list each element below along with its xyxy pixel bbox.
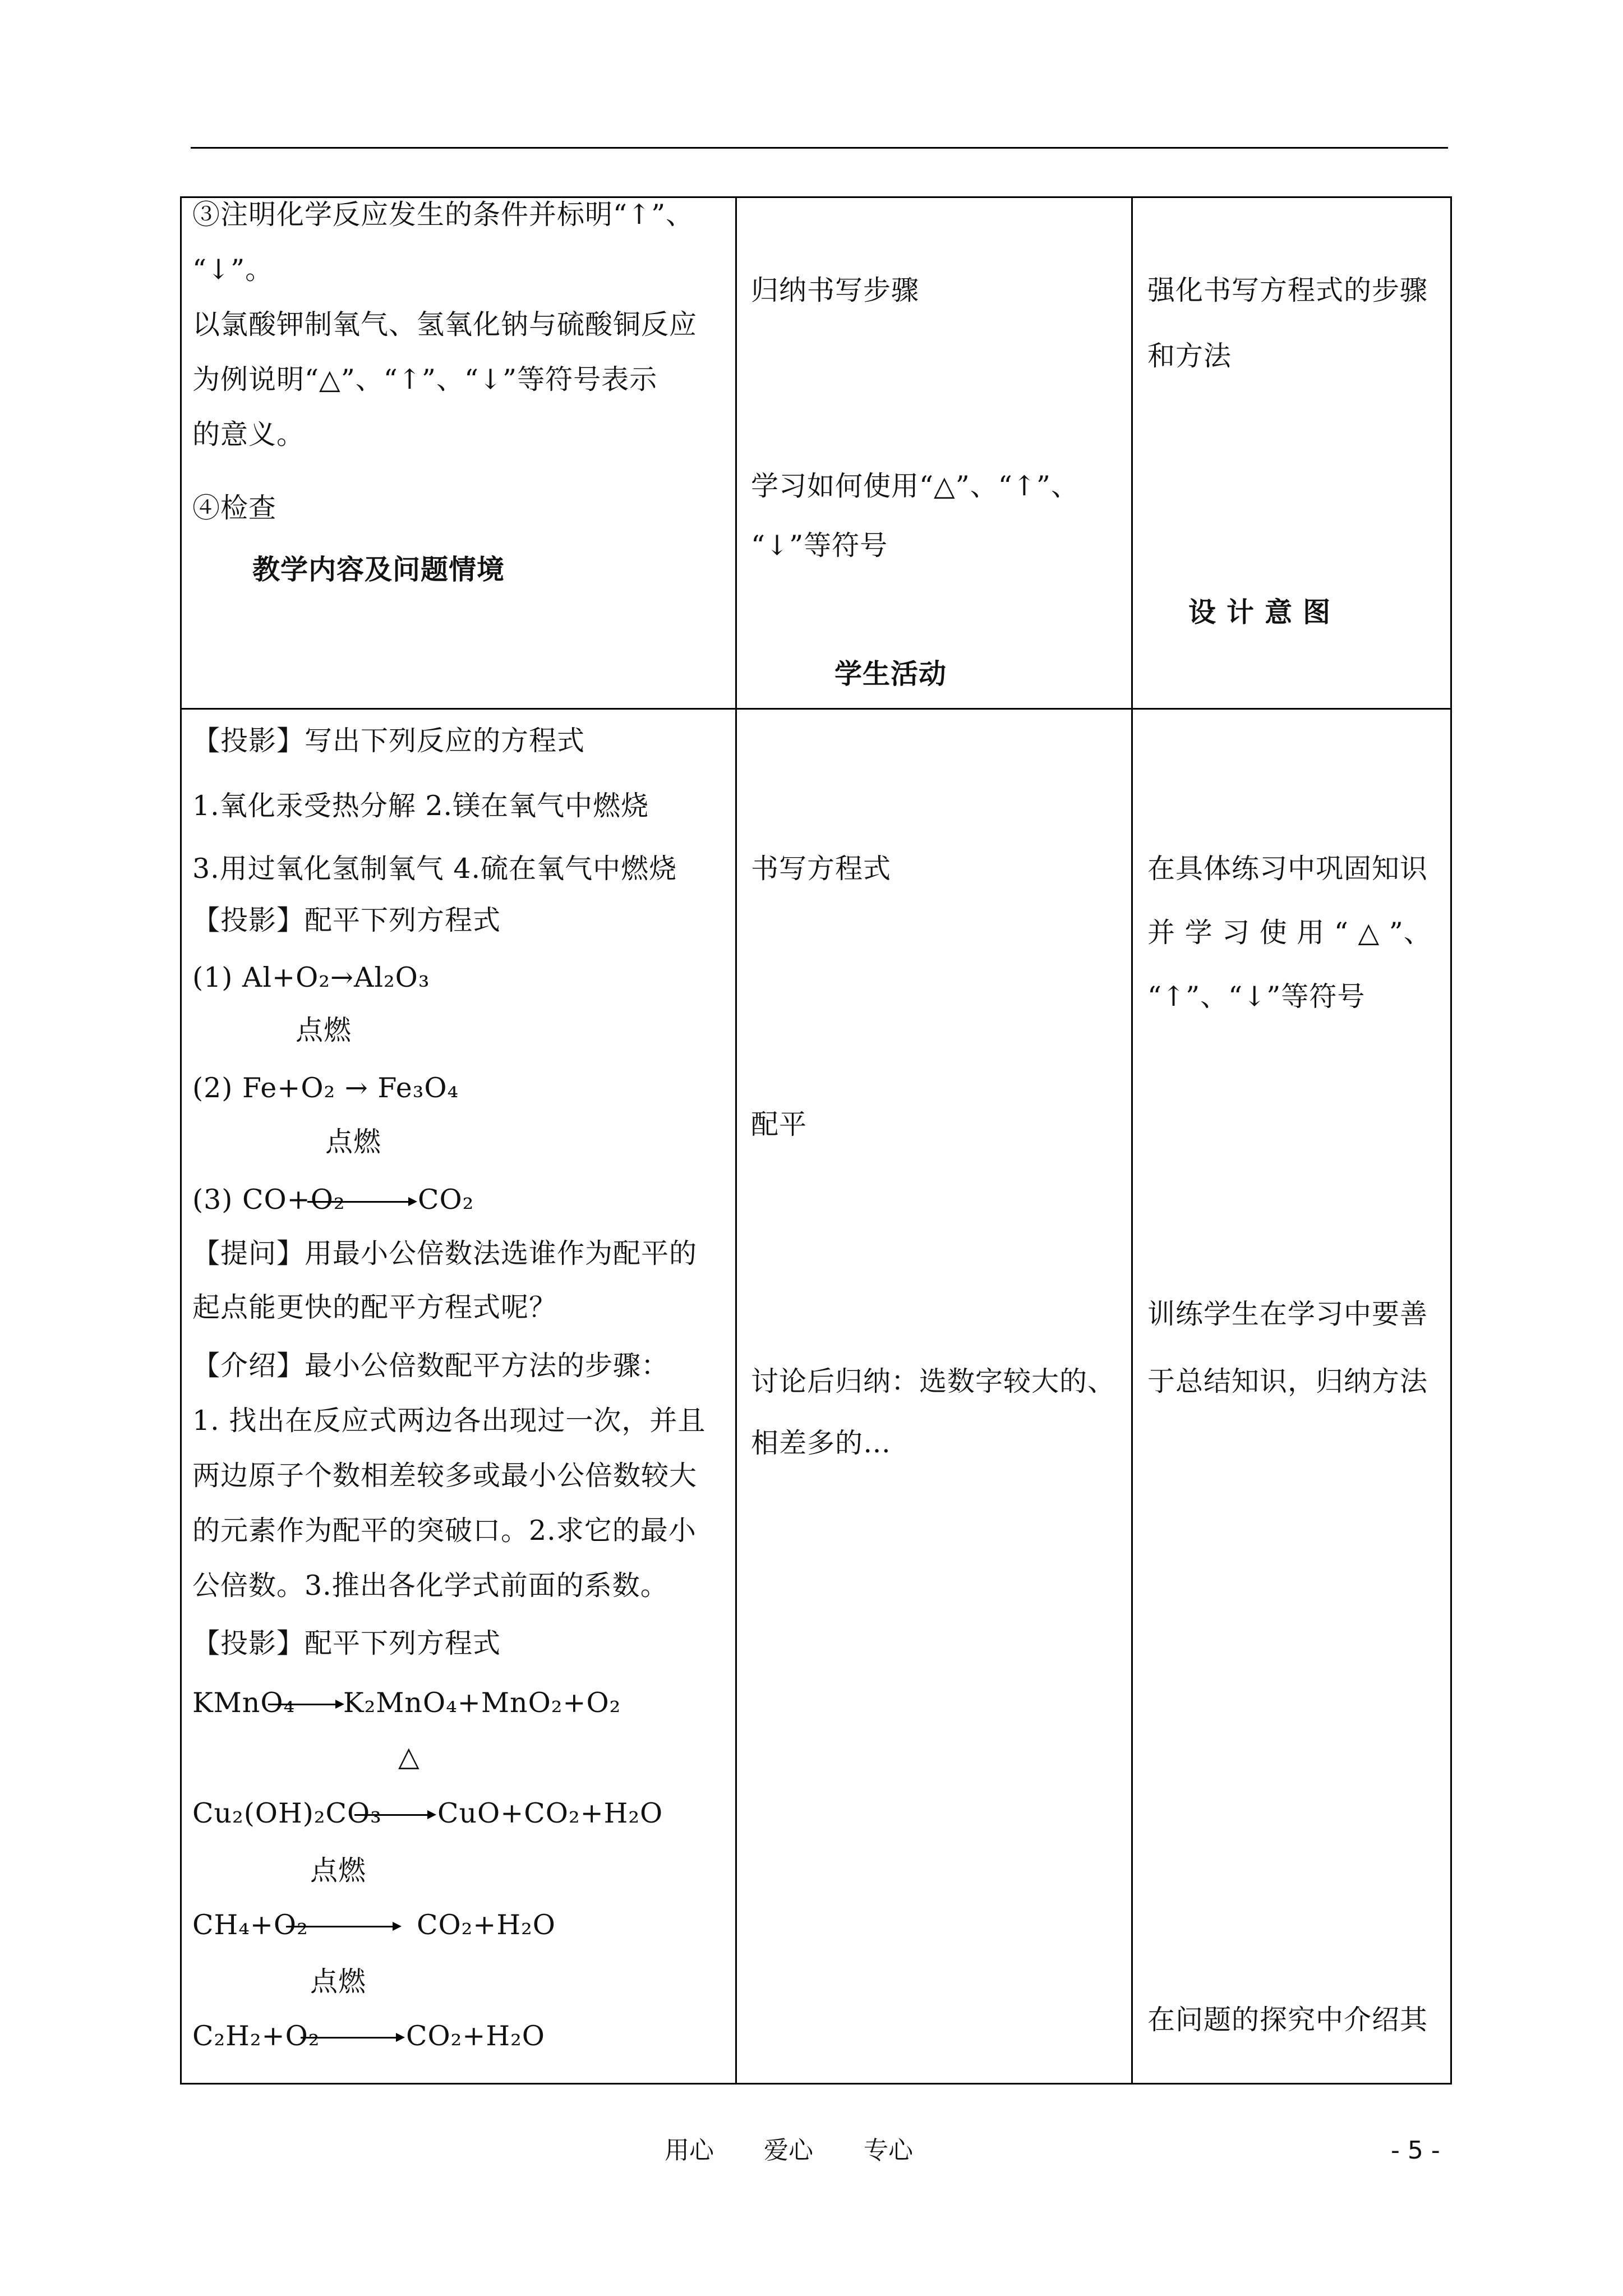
footer-word: 专心 xyxy=(864,2136,913,2165)
equation-7-reactants: C₂H₂+O₂ xyxy=(192,2020,320,2052)
condition-label: 点燃 xyxy=(296,1014,352,1046)
equation-6-reactants: CH₄+O₂ xyxy=(192,1909,308,1941)
design-intent-line: 于总结知识，归纳方法 xyxy=(1147,1365,1428,1397)
content-line: 为例说明“△”、“↑”、“↓”等符号表示 xyxy=(192,364,658,395)
reaction-arrow xyxy=(301,2037,402,2039)
student-activity-line: 讨论后归纳：选数字较大的、 xyxy=(751,1365,1116,1397)
method-step-line: 公倍数。3.推出各化学式前面的系数。 xyxy=(192,1570,668,1602)
equation-6-products: CO₂+H₂O xyxy=(417,1909,556,1941)
question-line: 起点能更快的配平方程式呢？ xyxy=(192,1291,557,1323)
reaction-arrow xyxy=(268,1704,341,1705)
condition-label: 点燃 xyxy=(310,1855,367,1887)
reaction-arrow xyxy=(307,1201,414,1203)
equation-4-products: K₂MnO₄+MnO₂+O₂ xyxy=(343,1687,621,1719)
design-intent-line: 强化书写方程式的步骤 xyxy=(1147,274,1428,306)
equation-3-products: CO₂ xyxy=(418,1184,474,1216)
content-line: 以氯酸钾制氧气、氢氧化钠与硫酸铜反应 xyxy=(192,309,698,341)
introduction-line: 【介绍】最小公倍数配平方法的步骤： xyxy=(192,1350,670,1382)
design-intent-line: 在具体练习中巩固知识 xyxy=(1147,853,1428,885)
reaction-arrow xyxy=(354,1814,433,1816)
design-intent-line: 训练学生在学习中要善 xyxy=(1147,1298,1428,1330)
column-heading-intent: 设 计 意 图 xyxy=(1188,596,1331,628)
design-intent-line: 在问题的探究中介绍其 xyxy=(1147,2004,1428,2036)
equation-2: (2) Fe+O₂ → Fe₃O₄ xyxy=(192,1072,459,1104)
exercise-line: 3.用过氧化氢制氧气 4.硫在氧气中燃烧 xyxy=(192,853,677,885)
student-activity-line: 书写方程式 xyxy=(751,853,892,885)
design-intent-line: 和方法 xyxy=(1147,340,1232,372)
column-heading-content: 教学内容及问题情境 xyxy=(252,553,505,586)
design-intent-line: 并 学 习 使 用 “ △ ”、 xyxy=(1147,917,1432,949)
footer-word: 用心 xyxy=(665,2136,714,2165)
column-divider-1 xyxy=(735,196,737,2085)
student-activity-line: 配平 xyxy=(751,1108,808,1140)
content-line: ③注明化学反应发生的条件并标明“↑”、 xyxy=(192,199,694,231)
equation-5-products: CuO+CO₂+H₂O xyxy=(437,1797,663,1829)
column-heading-student: 学生活动 xyxy=(834,657,947,690)
header-rule xyxy=(191,147,1448,149)
equation-5-reactants: Cu₂(OH)₂CO₃ xyxy=(192,1797,382,1829)
reaction-arrow xyxy=(286,1926,398,1927)
condition-label: 点燃 xyxy=(310,1966,367,1998)
student-activity-line: 归纳书写步骤 xyxy=(751,274,920,306)
equation-1: (1) Al+O₂→Al₂O₃ xyxy=(192,961,430,993)
condition-label: △ xyxy=(398,1741,420,1773)
footer-word: 爱心 xyxy=(764,2136,813,2165)
equation-3-reactants: (3) CO+O₂ xyxy=(192,1184,345,1216)
equation-7-products: CO₂+H₂O xyxy=(406,2020,545,2052)
content-line: ④检查 xyxy=(192,492,277,524)
method-step-line: 的元素作为配平的突破口。2.求它的最小 xyxy=(192,1515,697,1547)
exercise-line: 1.氧化汞受热分解 2.镁在氧气中燃烧 xyxy=(192,790,649,822)
student-activity-line: “↓”等符号 xyxy=(751,530,888,562)
question-line: 【提问】用最小公倍数法选谁作为配平的 xyxy=(192,1237,698,1269)
projection-prompt: 【投影】配平下列方程式 xyxy=(192,904,501,936)
content-line: 的意义。 xyxy=(192,418,305,450)
student-activity-line: 相差多的… xyxy=(751,1427,892,1459)
student-activity-line: 学习如何使用“△”、“↑”、 xyxy=(751,470,1079,502)
design-intent-line: “↑”、“↓”等符号 xyxy=(1147,981,1366,1013)
column-divider-2 xyxy=(1131,196,1133,2085)
condition-label: 点燃 xyxy=(325,1126,382,1158)
method-step-line: 1. 找出在反应式两边各出现过一次，并且 xyxy=(192,1405,706,1437)
projection-prompt: 【投影】配平下列方程式 xyxy=(192,1627,501,1659)
equation-4-reactants: KMnO₄ xyxy=(192,1687,296,1719)
row-divider xyxy=(180,708,1452,710)
projection-prompt: 【投影】写出下列反应的方程式 xyxy=(192,725,585,757)
page-number: - 5 - xyxy=(1391,2136,1440,2165)
content-line: “↓”。 xyxy=(192,254,274,286)
method-step-line: 两边原子个数相差较多或最小公倍数较大 xyxy=(192,1460,698,1492)
